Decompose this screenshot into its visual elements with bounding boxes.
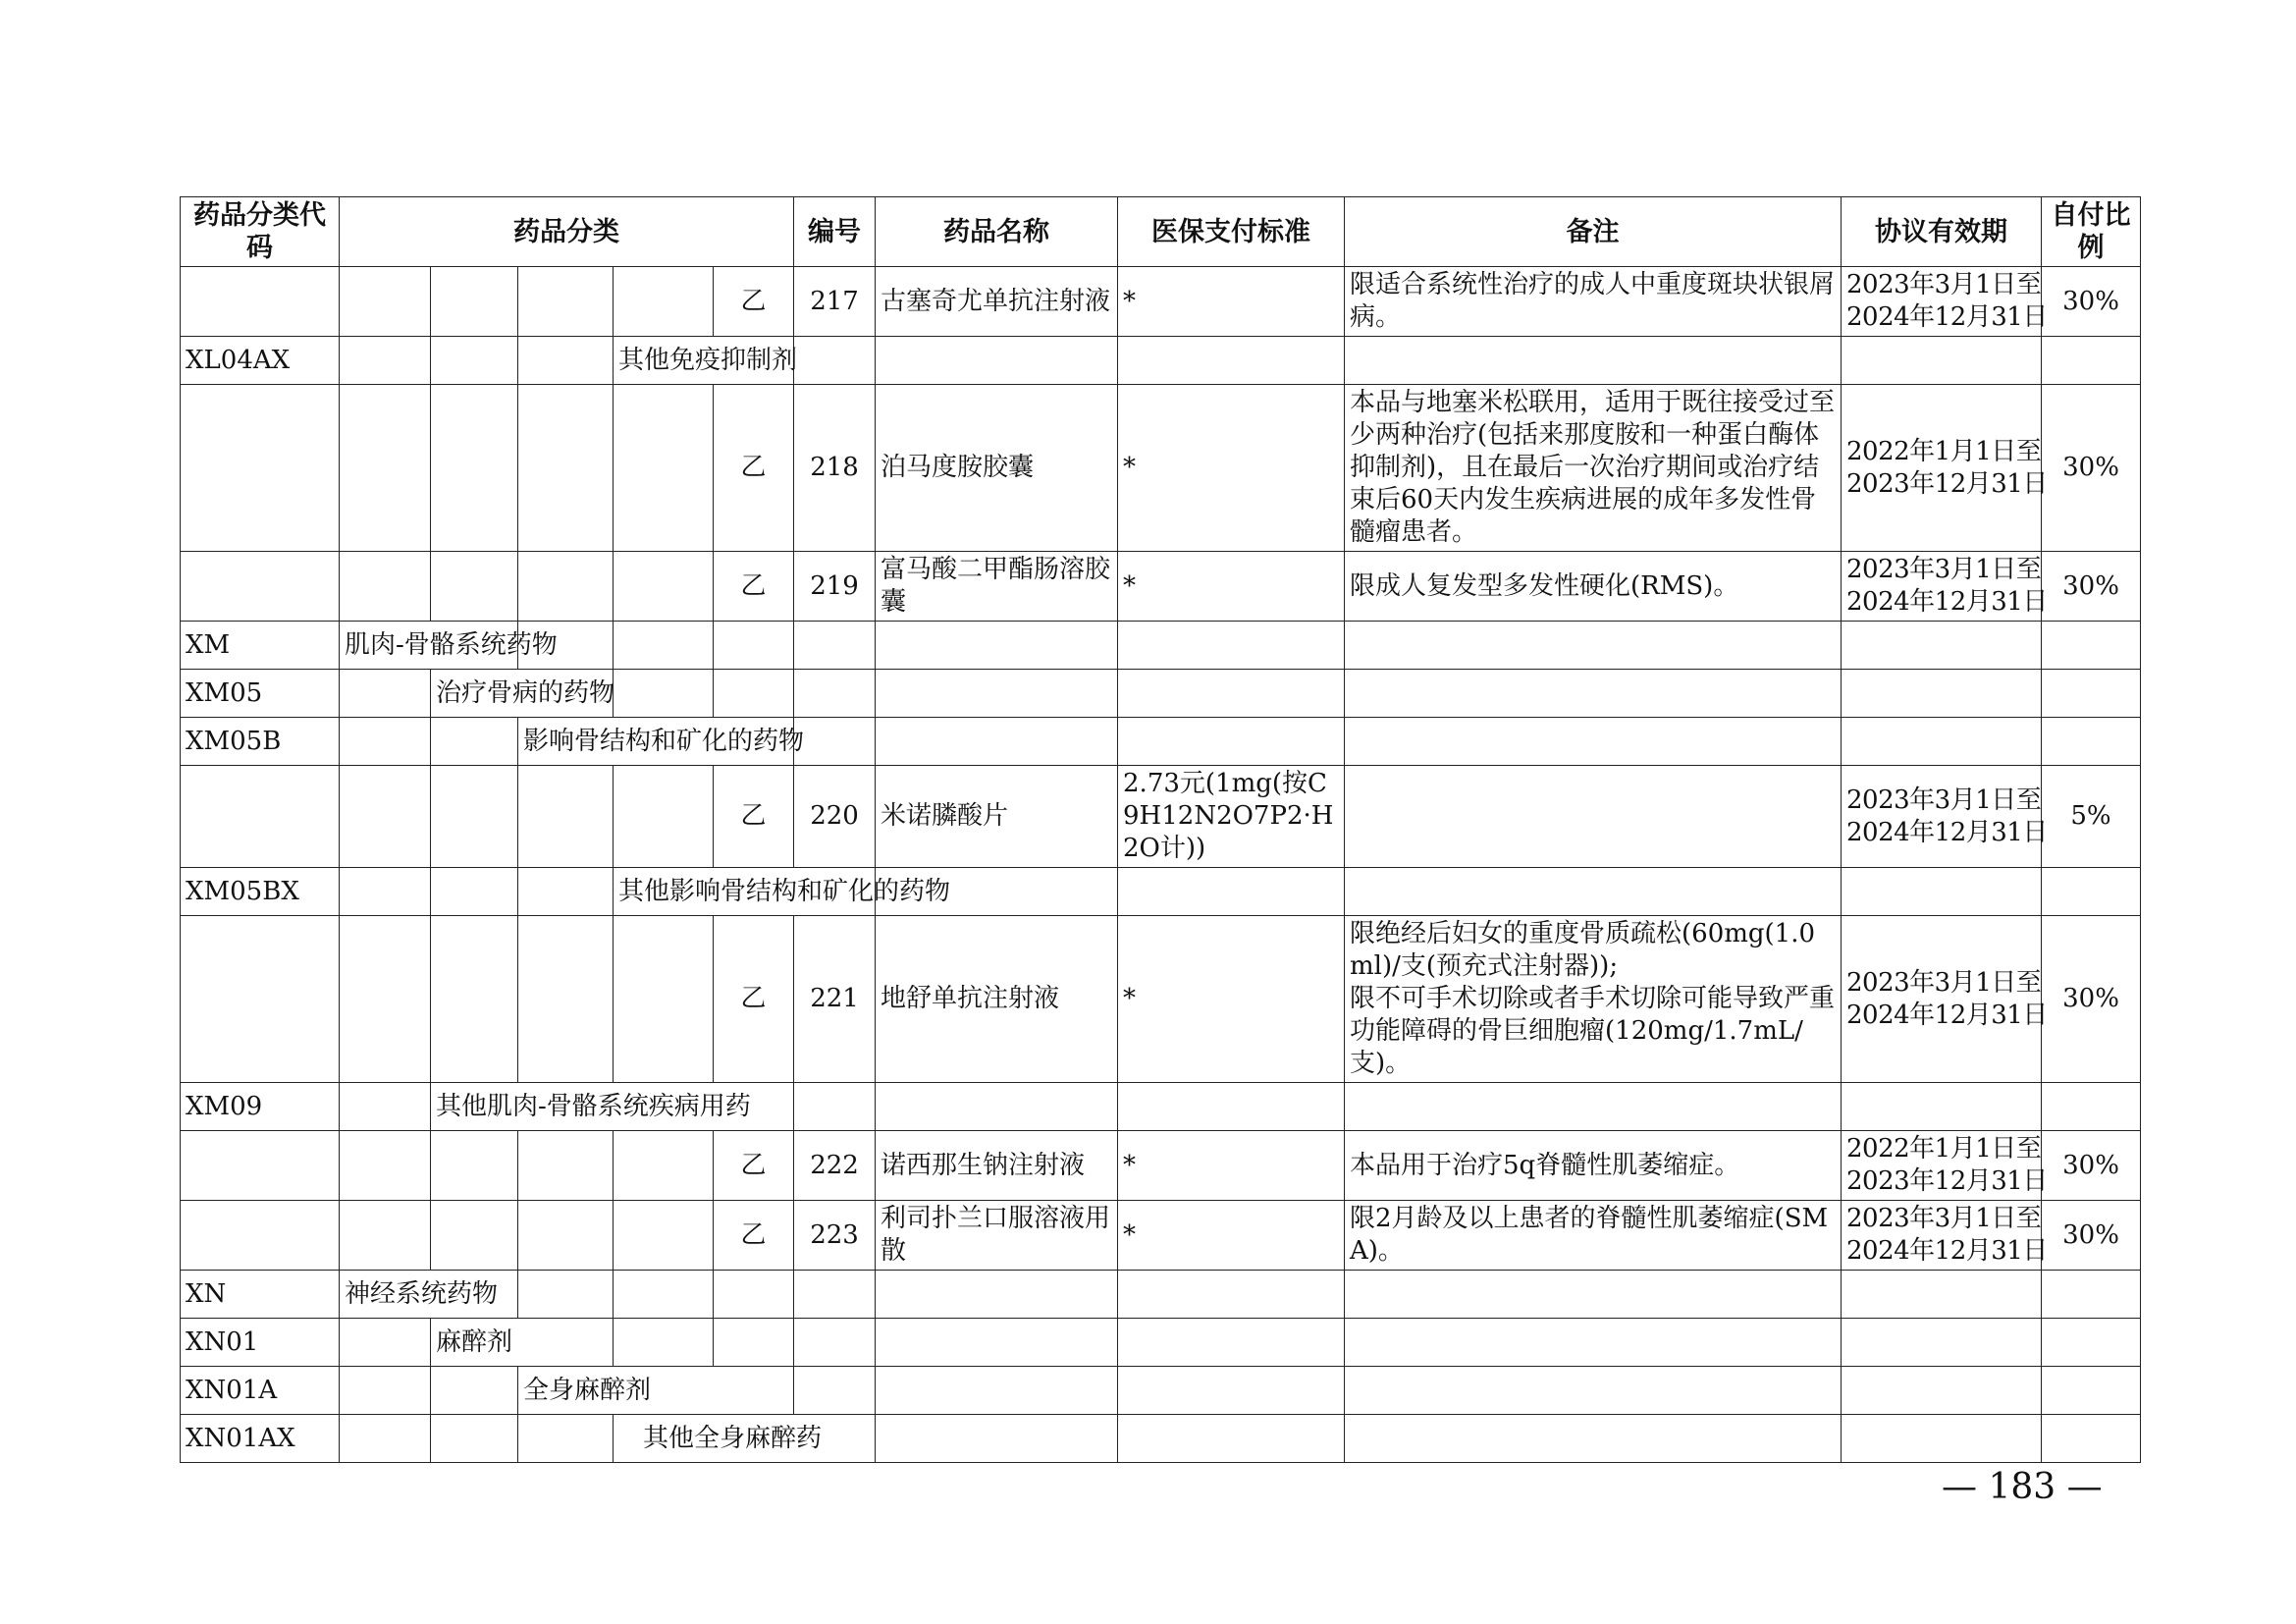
table-header-row xyxy=(181,197,2141,267)
period-end: 2023年12月31日 xyxy=(1846,468,2048,499)
drug-number: 218 xyxy=(794,385,876,552)
table-row xyxy=(181,1201,2141,1271)
period-end: 2024年12月31日 xyxy=(1846,1000,2048,1030)
table-row xyxy=(181,385,2141,552)
category-name: 其他影响骨结构和矿化的药物 xyxy=(614,868,876,916)
drug-name: 古塞奇尤单抗注射液 xyxy=(876,267,1118,337)
drug-number: 219 xyxy=(794,552,876,622)
header-ratio: 自付比例 xyxy=(2042,197,2141,267)
category-name: 肌肉-骨骼系统药物 xyxy=(340,622,518,670)
header-remark: 备注 xyxy=(1345,197,1842,267)
drug-name: 利司扑兰口服溶液用散 xyxy=(876,1201,1118,1271)
self-pay-ratio: 5% xyxy=(2042,766,2141,868)
remark-line: 限绝经后妇女的重度骨质疏松(60mg(1.0ml)/支(预充式注射器)); xyxy=(1350,919,1816,981)
drug-remark: 限成人复发型多发性硬化(RMS)。 xyxy=(1345,552,1842,622)
drug-number: 223 xyxy=(794,1201,876,1271)
period-start: 2023年3月1日至 xyxy=(1846,967,2042,998)
period-start: 2023年3月1日至 xyxy=(1846,270,2042,299)
self-pay-ratio: 30% xyxy=(2042,916,2141,1083)
category-row xyxy=(181,1415,2141,1463)
header-standard: 医保支付标准 xyxy=(1118,197,1345,267)
drug-name: 泊马度胺胶囊 xyxy=(876,385,1118,552)
category-name: 其他全身麻醉药 xyxy=(614,1415,876,1463)
drug-level: 乙 xyxy=(714,552,794,622)
self-pay-ratio: 30% xyxy=(2042,1131,2141,1201)
drug-level: 乙 xyxy=(714,916,794,1083)
header-name: 药品名称 xyxy=(876,197,1118,267)
agreement-period xyxy=(1842,766,2048,868)
category-code: XM05B xyxy=(181,718,340,766)
drug-name: 地舒单抗注射液 xyxy=(876,916,1118,1083)
category-row xyxy=(181,1083,2141,1131)
period-end: 2024年12月31日 xyxy=(1846,817,2048,847)
period-end: 2024年12月31日 xyxy=(1846,302,2048,332)
category-code: XM05BX xyxy=(181,868,340,916)
drug-name: 诺西那生钠注射液 xyxy=(876,1131,1118,1201)
header-category: 药品分类 xyxy=(340,197,794,267)
drug-level: 乙 xyxy=(714,385,794,552)
drug-number: 222 xyxy=(794,1131,876,1201)
payment-standard: * xyxy=(1118,1131,1345,1201)
category-row xyxy=(181,1271,2141,1319)
drug-level: 乙 xyxy=(714,1201,794,1271)
payment-standard: * xyxy=(1118,916,1345,1083)
drug-name: 米诺膦酸片 xyxy=(876,766,1118,868)
drug-name: 富马酸二甲酯肠溶胶囊 xyxy=(876,552,1118,622)
category-row xyxy=(181,337,2141,385)
category-row xyxy=(181,670,2141,718)
self-pay-ratio: 30% xyxy=(2042,552,2141,622)
page-number: — 183 — xyxy=(1942,1467,2103,1507)
header-number: 编号 xyxy=(794,197,876,267)
category-row xyxy=(181,718,2141,766)
drug-remark: 限2月龄及以上患者的脊髓性肌萎缩症(SMA)。 xyxy=(1345,1201,1842,1271)
drug-number: 217 xyxy=(794,267,876,337)
drug-table xyxy=(180,196,2141,1463)
table-row xyxy=(181,766,2141,868)
category-name: 麻醉剂 xyxy=(431,1319,614,1367)
table-row xyxy=(181,552,2141,622)
category-name: 治疗骨病的药物 xyxy=(431,670,614,718)
header-period: 协议有效期 xyxy=(1842,197,2042,267)
self-pay-ratio: 30% xyxy=(2042,267,2141,337)
category-name: 影响骨结构和矿化的药物 xyxy=(518,718,794,766)
category-code: XN01A xyxy=(181,1367,340,1415)
drug-level: 乙 xyxy=(714,1131,794,1201)
category-row xyxy=(181,868,2141,916)
period-end: 2023年12月31日 xyxy=(1846,1166,2048,1196)
category-code: XN01 xyxy=(181,1319,340,1367)
drug-remark xyxy=(1345,766,1842,868)
agreement-period xyxy=(1842,385,2048,552)
drug-level: 乙 xyxy=(714,766,794,868)
period-start: 2022年1月1日至 xyxy=(1846,436,2042,466)
payment-standard: * xyxy=(1118,267,1345,337)
period-start: 2023年3月1日至 xyxy=(1846,785,2042,815)
category-name: 其他免疫抑制剂 xyxy=(614,337,794,385)
category-code: XM09 xyxy=(181,1083,340,1131)
table-row xyxy=(181,916,2141,1083)
drug-remark: 本品与地塞米松联用，适用于既往接受过至少两种治疗(包括来那度胺和一种蛋白酶体抑制剂)，且在最后一次治疗期间或治疗结束后60天内发生疾病进展的成年多发性骨髓瘤患者。 xyxy=(1345,385,1842,552)
self-pay-ratio: 30% xyxy=(2042,385,2141,552)
category-code: XN xyxy=(181,1271,340,1319)
payment-standard: 2.73元(1mg(按C9H12N2O7P2·H2O计)) xyxy=(1118,766,1345,868)
drug-remark: 本品用于治疗5q脊髓性肌萎缩症。 xyxy=(1345,1131,1842,1201)
category-code: XM05 xyxy=(181,670,340,718)
agreement-period xyxy=(1842,267,2048,337)
category-row xyxy=(181,1367,2141,1415)
remark-line: 限不可手术切除或者手术切除可能导致严重功能障碍的骨巨细胞瘤(120mg/1.7mL/支)。 xyxy=(1350,984,1836,1078)
category-name: 神经系统药物 xyxy=(340,1271,518,1319)
period-end: 2024年12月31日 xyxy=(1846,1236,2048,1266)
agreement-period xyxy=(1842,1201,2048,1271)
table-row xyxy=(181,1131,2141,1201)
drug-number: 221 xyxy=(794,916,876,1083)
category-row xyxy=(181,1319,2141,1367)
payment-standard: * xyxy=(1118,1201,1345,1271)
category-name: 全身麻醉剂 xyxy=(518,1367,794,1415)
category-row xyxy=(181,622,2141,670)
payment-standard: * xyxy=(1118,385,1345,552)
agreement-period xyxy=(1842,552,2048,622)
payment-standard: * xyxy=(1118,552,1345,622)
agreement-period xyxy=(1842,916,2048,1083)
drug-level: 乙 xyxy=(714,267,794,337)
drug-number: 220 xyxy=(794,766,876,868)
table-row xyxy=(181,267,2141,337)
drug-remark: 限适合系统性治疗的成人中重度斑块状银屑病。 xyxy=(1345,267,1842,337)
period-start: 2023年3月1日至 xyxy=(1846,555,2042,584)
agreement-period xyxy=(1842,1131,2048,1201)
header-code: 药品分类代码 xyxy=(181,197,340,267)
drug-remark xyxy=(1345,916,1842,1083)
category-code: XL04AX xyxy=(181,337,340,385)
category-name: 其他肌肉-骨骼系统疾病用药 xyxy=(431,1083,794,1131)
period-end: 2024年12月31日 xyxy=(1846,587,2048,617)
drug-list-sheet xyxy=(180,196,2140,1463)
category-code: XN01AX xyxy=(181,1415,340,1463)
category-code: XM xyxy=(181,622,340,670)
self-pay-ratio: 30% xyxy=(2042,1201,2141,1271)
period-start: 2022年1月1日至 xyxy=(1846,1134,2042,1164)
period-start: 2023年3月1日至 xyxy=(1846,1204,2042,1233)
